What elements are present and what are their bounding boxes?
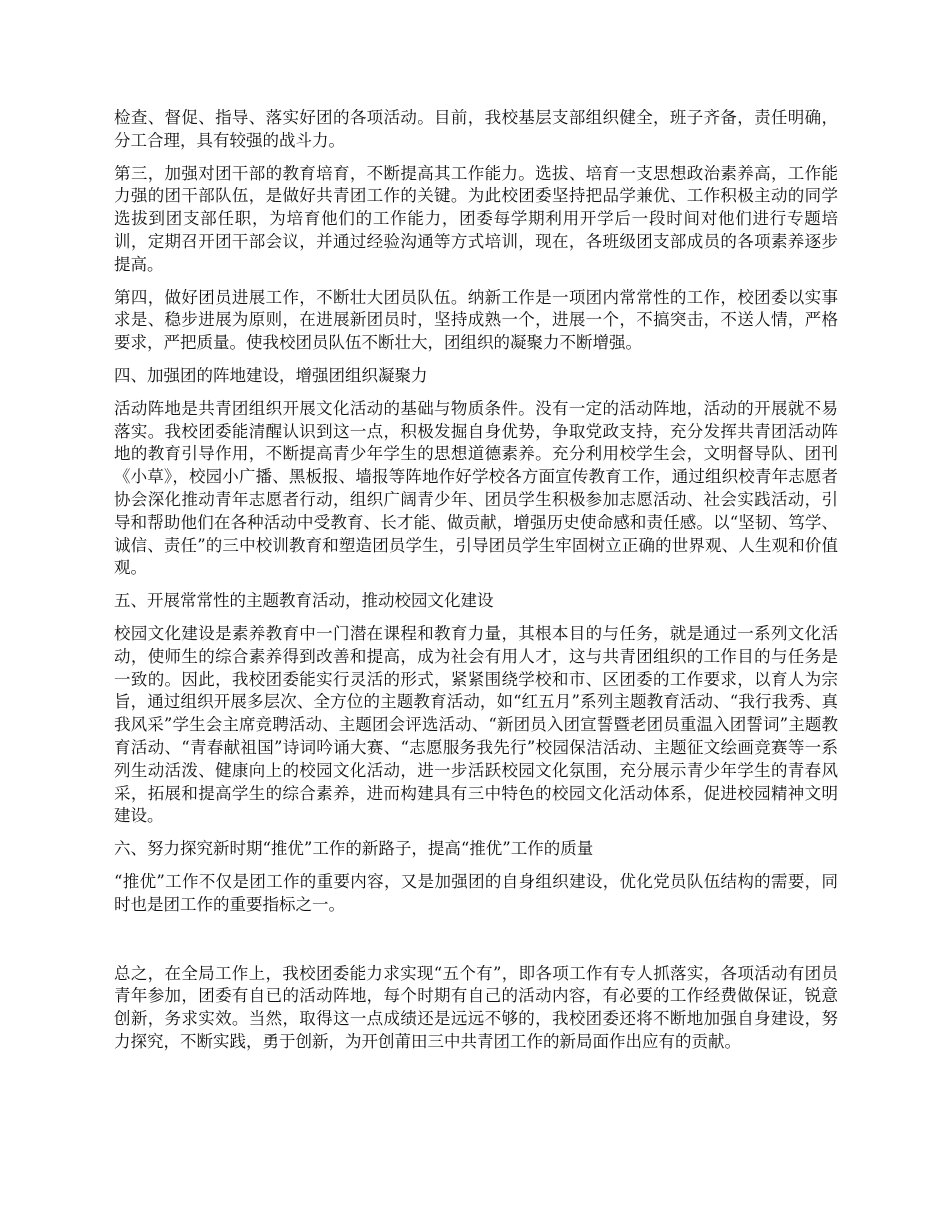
section-heading-six: 六、努力探究新时期“推优”工作的新路子，提高“推优”工作的质量 xyxy=(114,839,594,859)
section-heading-five: 五、开展常常性的主题教育活动，推动校园文化建设 xyxy=(114,591,494,611)
blank-space xyxy=(114,927,838,963)
paragraph-third-point: 第三，加强对团干部的教育培育，不断提高其工作能力。选拔、培育一支思想政治素养高，工作能力强的团干部队伍，是做好共青团工作的关键。为此校团委坚持把品学兼优、工作积极主动的同学选拔到团支部任职，为培育他们的工作能力，团委每学期利用开学后一段时间对他们进行专题培训，定期召开团干部会议，并通过经验沟通等方式培训，现在，各班级团支部成员的各项素养逐步提高。 xyxy=(114,163,838,274)
section-heading-four: 四、加强团的阵地建设，增强团组织凝聚力 xyxy=(114,365,428,385)
paragraph-intro-continuation: 检查、督促、指导、落实好团的各项活动。目前，我校基层支部组织健全，班子齐备，责任明确，分工合理，具有较强的战斗力。 xyxy=(114,108,838,150)
paragraph-recommend-excellent: “推优”工作不仅是团工作的重要内容，又是加强团的自身组织建设，优化党员队伍结构的需要，同时也是团工作的重要指标之一。 xyxy=(114,871,838,914)
paragraph-campus-culture: 校园文化建设是素养教育中一门潜在课程和教育力量，其根本目的与任务，就是通过一系列文化活动，使师生的综合素养得到改善和提高，成为社会有用人才，这与共青团组织的工作目的与任务是一致的。因此，我校团委能实行灵活的形式，紧紧围绕学校和市、区团委的工作要求，以育人为宗旨，通过组织开展多层次、全方位的主题教育活动，如“红五月”系列主题教育活动、“我行我秀、真我风采”学生会主席竞聘活动、主题团会评选活动、“新团员入团宣誓暨老团员重温入团誓词”主题教育活动、“青春献祖国”诗词吟诵大赛、“志愿服务我先行”校园保洁活动、主题征文绘画竞赛等一系列生动活泼、健康向上的校园文化活动，进一步活跃校园文化氛围，充分展示青少年学生的青春风采，拓展和提高学生的综合素养，进而构建具有三中特色的校园文化活动体系，促进校园精神文明建设。 xyxy=(114,623,838,826)
paragraph-conclusion: 总之，在全局工作上，我校团委能力求实现“五个有”，即各项工作有专人抓落实，各项活动有团员青年参加，团委有自已的活动阵地，每个时期有自己的活动内容，有必要的工作经费做保证，锐意创新，务求实效。当然，取得这一点成绩还是远远不够的，我校团委还将不断地加强自身建设，努力探究，不断实践，勇于创新，为开创莆田三中共青团工作的新局面作出应有的贡献。 xyxy=(114,963,838,1051)
paragraph-activity-base: 活动阵地是共青团组织开展文化活动的基础与物质条件。没有一定的活动阵地，活动的开展就不易落实。我校团委能清醒认识到这一点，积极发掘自身优势，争取党政支持，充分发挥共青团活动阵地的教育引导作用，不断提高青少年学生的思想道德素养。充分利用校学生会，文明督导队、团刊《小草》，校园小广播、黑板报、墙报等阵地作好学校各方面宣传教育工作，通过组织校青年志愿者协会深化推动青年志愿者行动，组织广阔青少年、团员学生积极参加志愿活动、社会实践活动，引导和帮助他们在各种活动中受教育、长才能、做贡献，增强历史使命感和责任感。以“坚韧、笃学、诚信、责任”的三中校训教育和塑造团员学生，引导团员学生牢固树立正确的世界观、人生观和价值观。 xyxy=(114,398,838,578)
document-body xyxy=(114,107,838,1064)
paragraph-fourth-point: 第四，做好团员进展工作，不断壮大团员队伍。纳新工作是一项团内常常性的工作，校团委以实事求是、稳步进展为原则，在进展新团员时，坚持成熟一个，进展一个，不搞突击，不送人情，严格要求，严把质量。使我校团员队伍不断壮大，团组织的凝聚力不断增强。 xyxy=(114,287,838,353)
